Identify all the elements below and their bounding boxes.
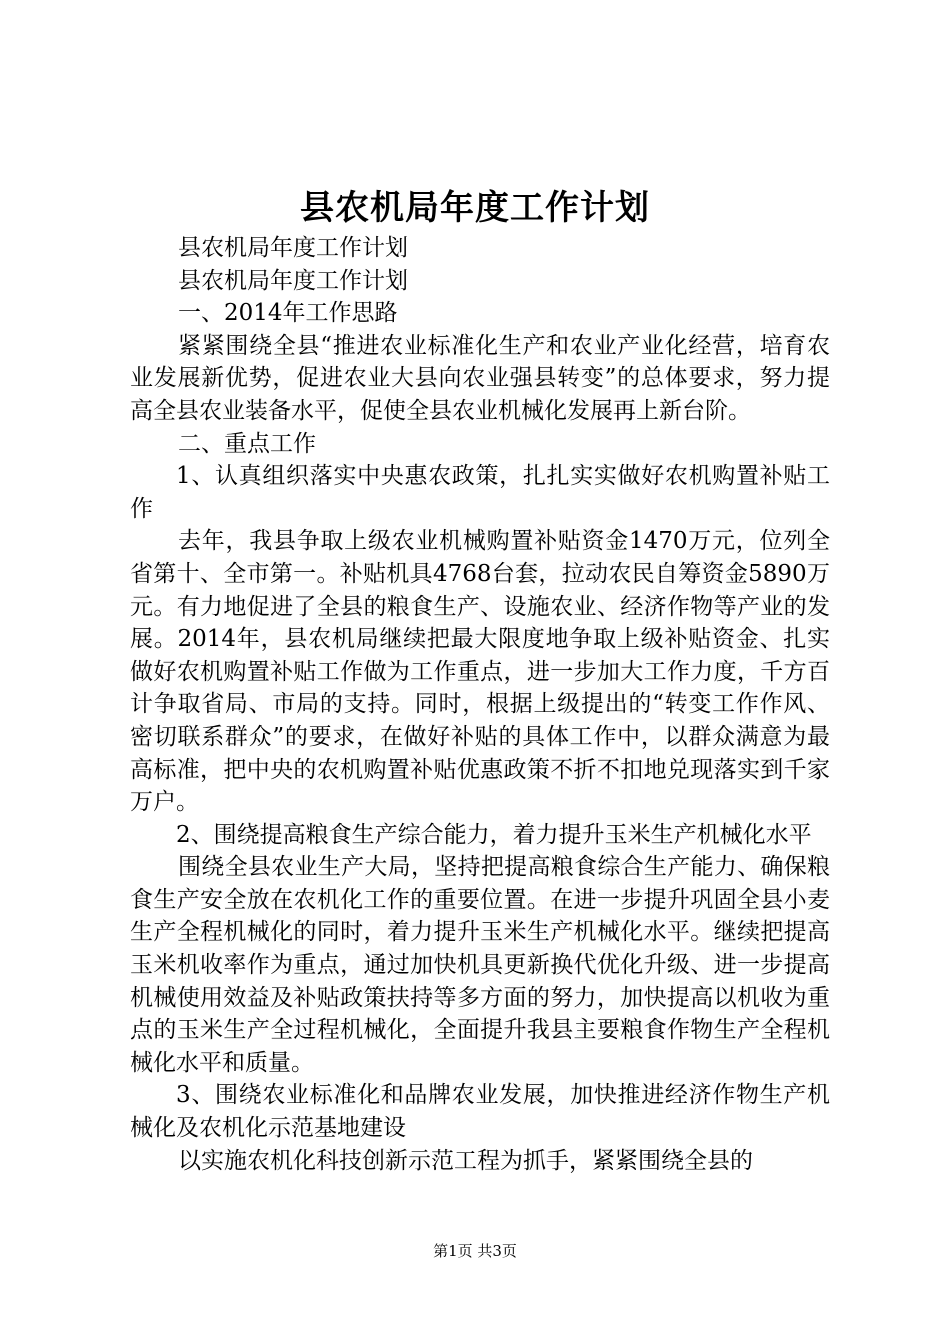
paragraph-subsidy-policy: 去年，我县争取上级农业机械购置补贴资金1470万元，位列全省第十、全市第一。补贴机具4768台套，拉动农民自筹资金5890万元。有力地促进了全县的粮食生产、设施农业、经济作物等产业的发展。2014年，县农机局继续把最大限度地争取上级补贴资金、扎实做好农机购置补贴工作做为工作重点，进一步加大工作力度，千方百计争取省局、市局的支持。同时，根据上级提出的“转变工作作风、密切联系群众”的要求，在做好补贴的具体工作中，以群众满意为最高标准，把中央的农机购置补贴优惠政策不折不扣地兑现落实到千家万户。 [130,528,830,816]
paragraph-subtitle-2: 县农机局年度工作计划 [178,267,408,294]
paragraph-subtitle-1: 县农机局年度工作计划 [178,235,408,261]
subheading-corn-mechanization: 2、围绕提高粮食生产综合能力，着力提升玉米生产机械化水平 [176,821,812,848]
page-footer: 第1页 共3页 [433,1242,517,1260]
subheading-cash-crop-mechanization: 3、围绕农业标准化和品牌农业发展，加快推进经济作物生产机械化及农机化示范基地建设 [130,1082,830,1142]
document-title: 县农机局年度工作计划 [300,188,650,228]
section-heading-work-ideas: 一、2014年工作思路 [178,300,398,327]
subheading-subsidy-policy: 1、认真组织落实中央惠农政策，扎扎实实做好农机购置补贴工作 [130,463,830,522]
section-heading-key-work: 二、重点工作 [178,430,316,457]
document-body [130,232,830,1177]
paragraph-cash-crop-mechanization: 以实施农机化科技创新示范工程为抓手，紧紧围绕全县的 [178,1147,753,1174]
paragraph-work-ideas: 紧紧围绕全县“推进农业标准化生产和农业产业化经营，培育农业发展新优势，促进农业大县向农业强县转变”的总体要求，努力提高全县农业装备水平，促使全县农业机械化发展再上新台阶。 [130,332,830,424]
paragraph-corn-mechanization: 围绕全县农业生产大局，坚持把提高粮食综合生产能力、确保粮食生产安全放在农机化工作的重要位置。在进一步提升巩固全县小麦生产全程机械化的同时，着力提升玉米生产机械化水平。继续把提高玉米机收率作为重点，通过加快机具更新换代优化升级、进一步提高机械使用效益及补贴政策扶持等多方面的努力，加快提高以机收为重点的玉米生产全过程机械化，全面提升我县主要粮食作物生产全程机械化水平和质量。 [130,854,830,1076]
